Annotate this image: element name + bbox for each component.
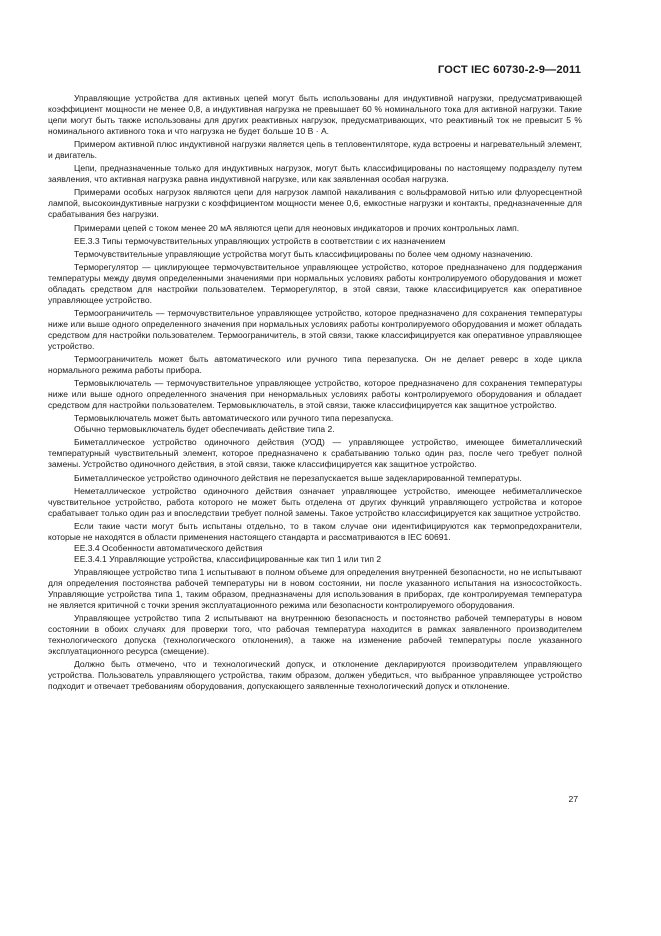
clause-heading: ЕЕ.3.3 Типы термочувствительных управляющих устройств в соответствии с их назначением xyxy=(74,235,446,246)
paragraph: Примерами особых нагрузок являются цепи для нагрузок лампой накаливания с вольфрамовой нитью или флуоресцентной лампой, высокоиндуктивные нагрузки с коэффициентом мощности менее 0,6, емкостные нагрузки и контакты, предназначенные для срабатывания без нагрузки. xyxy=(48,187,582,220)
paragraph: Управляющее устройство типа 2 испытывают на внутреннюю безопасность и постоянство рабочей температуры в новом состоянии в обоих случаях для проверки того, что рабочая температура находится в рамках заявленного производителем технологического допуска (технологического отклонения), а также на изменение рабочей температуры после указанного эксплуатационного ресурса (смещение). xyxy=(48,613,582,657)
paragraph: Должно быть отмечено, что и технологический допуск, и отклонение декларируются производителем управляющего устройства. Пользователь управляющего устройства, таким образом, должен убедиться, что выбранное управляющее устройство подходит и отвечает требованиям оборудования, допускающего заявленные технологический допуск и отклонение. xyxy=(48,659,582,692)
paragraph: Термоограничитель — термочувствительное управляющее устройство, которое предназначено для сохранения температуры ниже или выше одного определенного значения при нормальных условиях работы контролируемого оборудования и может обладать средством для настройки пользователем. Термоограничитель, в этой связи, также классифицируется как оперативное управляющее устройство. xyxy=(48,307,582,351)
paragraph: Термовыключатель может быть автоматического или ручного типа перезапуска. xyxy=(74,413,394,424)
document-body xyxy=(48,93,582,692)
paragraph: Биметаллическое устройство одиночного действия не перезапускается выше задекларированной температуры. xyxy=(74,472,522,483)
page-number: 27 xyxy=(568,794,578,804)
clause-heading: ЕЕ.3.4.1 Управляющие устройства, классифицированные как тип 1 или тип 2 xyxy=(74,553,382,564)
paragraph: Примерами цепей с током менее 20 мА являются цепи для неоновых индикаторов и прочих контрольных ламп. xyxy=(74,222,520,233)
document-header: ГОСТ IEC 60730-2-9—2011 xyxy=(437,64,581,76)
clause-heading: ЕЕ.3.4 Особенности автоматического действия xyxy=(74,542,263,553)
paragraph: Примером активной плюс индуктивной нагрузки является цепь в тепловентиляторе, куда встроены и нагревательный элемент, и двигатель. xyxy=(48,139,582,161)
paragraph: Если такие части могут быть испытаны отдельно, то в таком случае они идентифицируются как термопредохранители, которые не находятся в области применения настоящего стандарта и рассматриваются в IEC 60691. xyxy=(48,520,582,542)
paragraph: Управляющие устройства для активных цепей могут быть использованы для индуктивной нагрузки, предусматривающей коэффициент мощности не менее 0,8, а индуктивная нагрузка не превышает 60 % номинального тока для активной нагрузки. Такие цепи могут быть также использованы для других реактивных нагрузок, предусматривающих, что реактивный ток не превысит 5 % номинального активного тока и что нагрузка не будет больше 10 В · А. xyxy=(48,93,582,137)
paragraph: Обычно термовыключатель будет обеспечивать действие типа 2. xyxy=(74,424,335,435)
paragraph: Неметаллическое устройство одиночного действия означает управляющее устройство, имеющее небиметаллическое чувствительное устройство, работа которого не может быть отделена от других функций управляющего устройства и которое срабатывает только один раз и впоследствии требует полной замены. Такое устройство классифицируется как защитное устройство. xyxy=(48,485,582,518)
paragraph: Терморегулятор — циклирующее термочувствительное управляющее устройство, которое предназначено для поддержания температуры между двумя определенными значениями при нормальных условиях работы контролируемого оборудования и может обладать средством для настройки пользователем. Терморегулятор, в этой связи, также классифицируется как оперативное управляющее устройство. xyxy=(48,261,582,305)
paragraph: Термочувствительные управляющие устройства могут быть классифицированы по более чем одному назначению. xyxy=(74,248,533,259)
paragraph: Управляющее устройство типа 1 испытывают в полном объеме для определения внутренней безопасности, но не испытывают для определения постоянства рабочей температуры ни в новом состоянии, ни после указанного испытания на износостойкость. Управляющие устройства типа 1, таким образом, предназначены для использования в приборах, где контролируемая температура не является критичной с точки зрения эксплуатационного режима или безопасности контролируемого оборудования. xyxy=(48,566,582,611)
paragraph: Цепи, предназначенные только для индуктивных нагрузок, могут быть классифицированы по настоящему подразделу путем заявления, что активная нагрузка равна индуктивной нагрузке, или как заявленная особая нагрузка. xyxy=(48,163,582,185)
paragraph: Биметаллическое устройство одиночного действия (УОД) — управляющее устройство, имеющее биметаллический температурный чувствительный элемент, которое предназначено к срабатыванию только один раз, после чего требует полной замены. Устройство одиночного действия, в этой связи, также классифицируется как защитное устройство. xyxy=(48,437,582,470)
paragraph: Термовыключатель — термочувствительное управляющее устройство, которое предназначено для сохранения температуры ниже или выше одного определенного значения при ненормальных условиях работы контролируемого оборудования и обладает средством для настройки пользователем. Термовыключатель, в этой связи, также классифицируется как защитное устройство. xyxy=(48,378,582,411)
paragraph: Термоограничитель может быть автоматического или ручного типа перезапуска. Он не делает реверс в ходе цикла нормального режима работы прибора. xyxy=(48,354,582,376)
